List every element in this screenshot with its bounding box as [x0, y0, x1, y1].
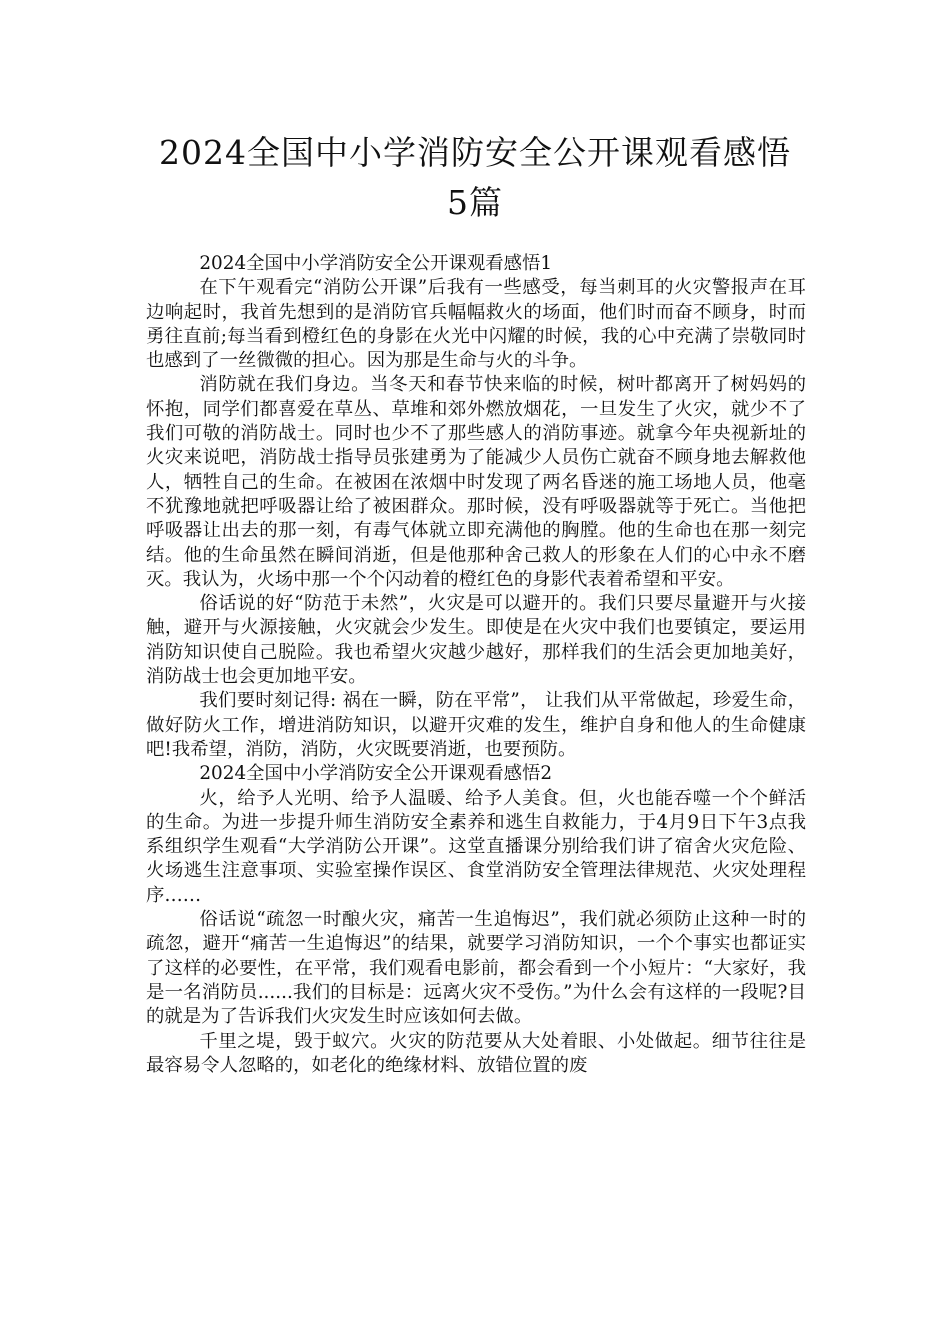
- paragraph: 火，给予人光明、给予人温暖、给予人美食。但，火也能吞噬一个个鲜活的生命。为进一步提升师生消防安全素养和逃生自救能力，于4月9日下午3点我系组织学生观看“大学消防公开课”。这堂直播课分别给我们讲了宿舍火灾危险、火场逃生注意事项、实验室操作误区、食堂消防安全管理法律规范、火灾处理程序……: [146, 787, 806, 906]
- section-heading-1: 2024全国中小学消防安全公开课观看感悟1: [199, 253, 553, 274]
- paragraph: 千里之堤，毁于蚁穴。火灾的防范要从大处着眼、小处做起。细节往往是最容易令人忽略的，如老化的绝缘材料、放错位置的废: [146, 1030, 806, 1076]
- document-title: [100, 128, 850, 228]
- title-line-2: 5篇: [447, 183, 503, 222]
- paragraph: 俗话说的好“防范于未然”，火灾是可以避开的。我们只要尽量避开与火接触，避开与火源接触，火灾就会少发生。即使是在火灾中我们也要镇定，要运用消防知识使自己脱险。我也希望火灾越少越好，那样我们的生活会更加地美好，消防战士也会更加地平安。: [146, 593, 806, 688]
- paragraph: 在下午观看完“消防公开课”后我有一些感受，每当刺耳的火灾警报声在耳边响起时，我首先想到的是消防官兵幅幅救火的场面，他们时而奋不顾身，时而勇往直前;每当看到橙红色的身影在火光中闪耀的时候，我的心中充满了崇敬同时也感到了一丝微微的担心。因为那是生命与火的斗争。: [146, 277, 806, 372]
- paragraph: 俗话说“疏忽一时酿火灾，痛苦一生追悔迟”，我们就必须防止这种一时的疏忽，避开“痛苦一生追悔迟”的结果，就要学习消防知识，一个个事实也都证实了这样的必要性，在平常，我们观看电影前，都会看到一个小短片：“大家好，我是一名消防员......我们的目标是：远离火灾不受伤。”为什么会有这样的一段呢?目的就是为了告诉我们火灾发生时应该如何去做。: [146, 909, 806, 1028]
- section-heading-2: 2024全国中小学消防安全公开课观看感悟2: [199, 763, 553, 785]
- paragraph: 我们要时刻记得: 祸在一瞬，防在平常”， 让我们从平常做起，珍爱生命，做好防火工作，增进消防知识，以避开灾难的发生，维护自身和他人的生命健康吧!我希望，消防，消防，火灾既要消逝，也要预防。: [146, 690, 806, 760]
- document-body: [146, 252, 806, 1078]
- paragraph: 消防就在我们身边。当冬天和春节快来临的时候，树叶都离开了树妈妈的怀抱，同学们都喜爱在草丛、草堆和郊外燃放烟花，一旦发生了火灾，就少不了我们可敬的消防战士。同时也少不了那些感人的消防事迹。就拿今年央视新址的火灾来说吧，消防战士指导员张建勇为了能减少人员伤亡就奋不顾身地去解救他人，牺牲自己的生命。在被困在浓烟中时发现了两名昏迷的施工场地人员，他毫不犹豫地就把呼吸器让给了被困群众。那时候，没有呼吸器就等于死亡。当他把呼吸器让出去的那一刻，有毒气体就立即充满他的胸膛。他的生命也在那一刻完结。他的生命虽然在瞬间消逝，但是他那种舍己救人的形象在人们的心中永不磨灭。我认为，火场中那一个个闪动着的橙红色的身影代表着希望和平安。: [146, 374, 806, 590]
- title-line-1: 2024全国中小学消防安全公开课观看感悟: [159, 133, 791, 172]
